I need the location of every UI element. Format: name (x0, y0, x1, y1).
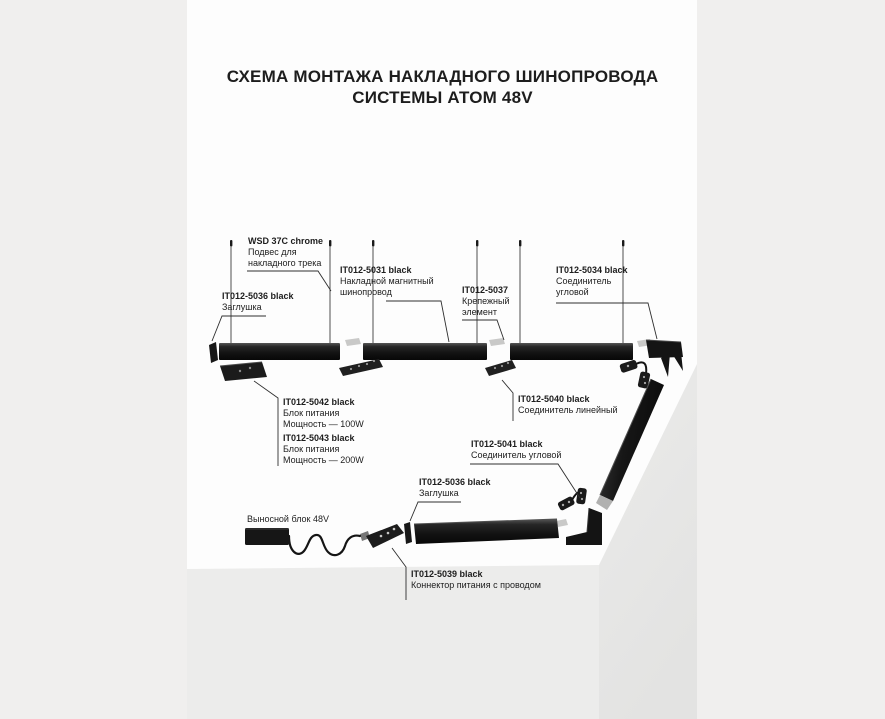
label-endcap-top: IT012-5036 black Заглушка (222, 291, 294, 312)
label-linear-connector: IT012-5040 black Соединитель линейный (518, 394, 618, 415)
label-psu-200: IT012-5043 black Блок питания Мощность — 200W (283, 433, 364, 465)
label-remote-block: Выносной блок 48V (247, 514, 330, 524)
track-segment-3 (510, 343, 633, 360)
label-endcap-bottom: IT012-5036 black Заглушка (419, 477, 491, 498)
track-segment-1 (219, 343, 340, 360)
label-track: IT012-5031 black Накладной магнитный шинопровод (340, 265, 434, 297)
label-corner: IT012-5034 black Соединитель угловой (556, 265, 628, 297)
remote-power-block (245, 528, 289, 545)
label-mount: IT012-5037 Крепежный элемент (462, 285, 510, 317)
label-power-connector: IT012-5039 black Коннектор питания с проводом (411, 569, 541, 590)
page-title-line1: СХЕМА МОНТАЖА НАКЛАДНОГО ШИНОПРОВОДА (226, 67, 659, 86)
page-title-line2: СИСТЕМЫ АТОМ 48V (352, 88, 533, 107)
track-segment-2 (363, 343, 487, 360)
label-suspension: WSD 37C chrome Подвес для накладного трека (248, 236, 324, 268)
label-corner-connector-flex: IT012-5041 black Соединитель угловой (471, 439, 562, 460)
label-psu-100: IT012-5042 black Блок питания Мощность — 100W (283, 397, 364, 429)
page-title (0, 66, 885, 108)
